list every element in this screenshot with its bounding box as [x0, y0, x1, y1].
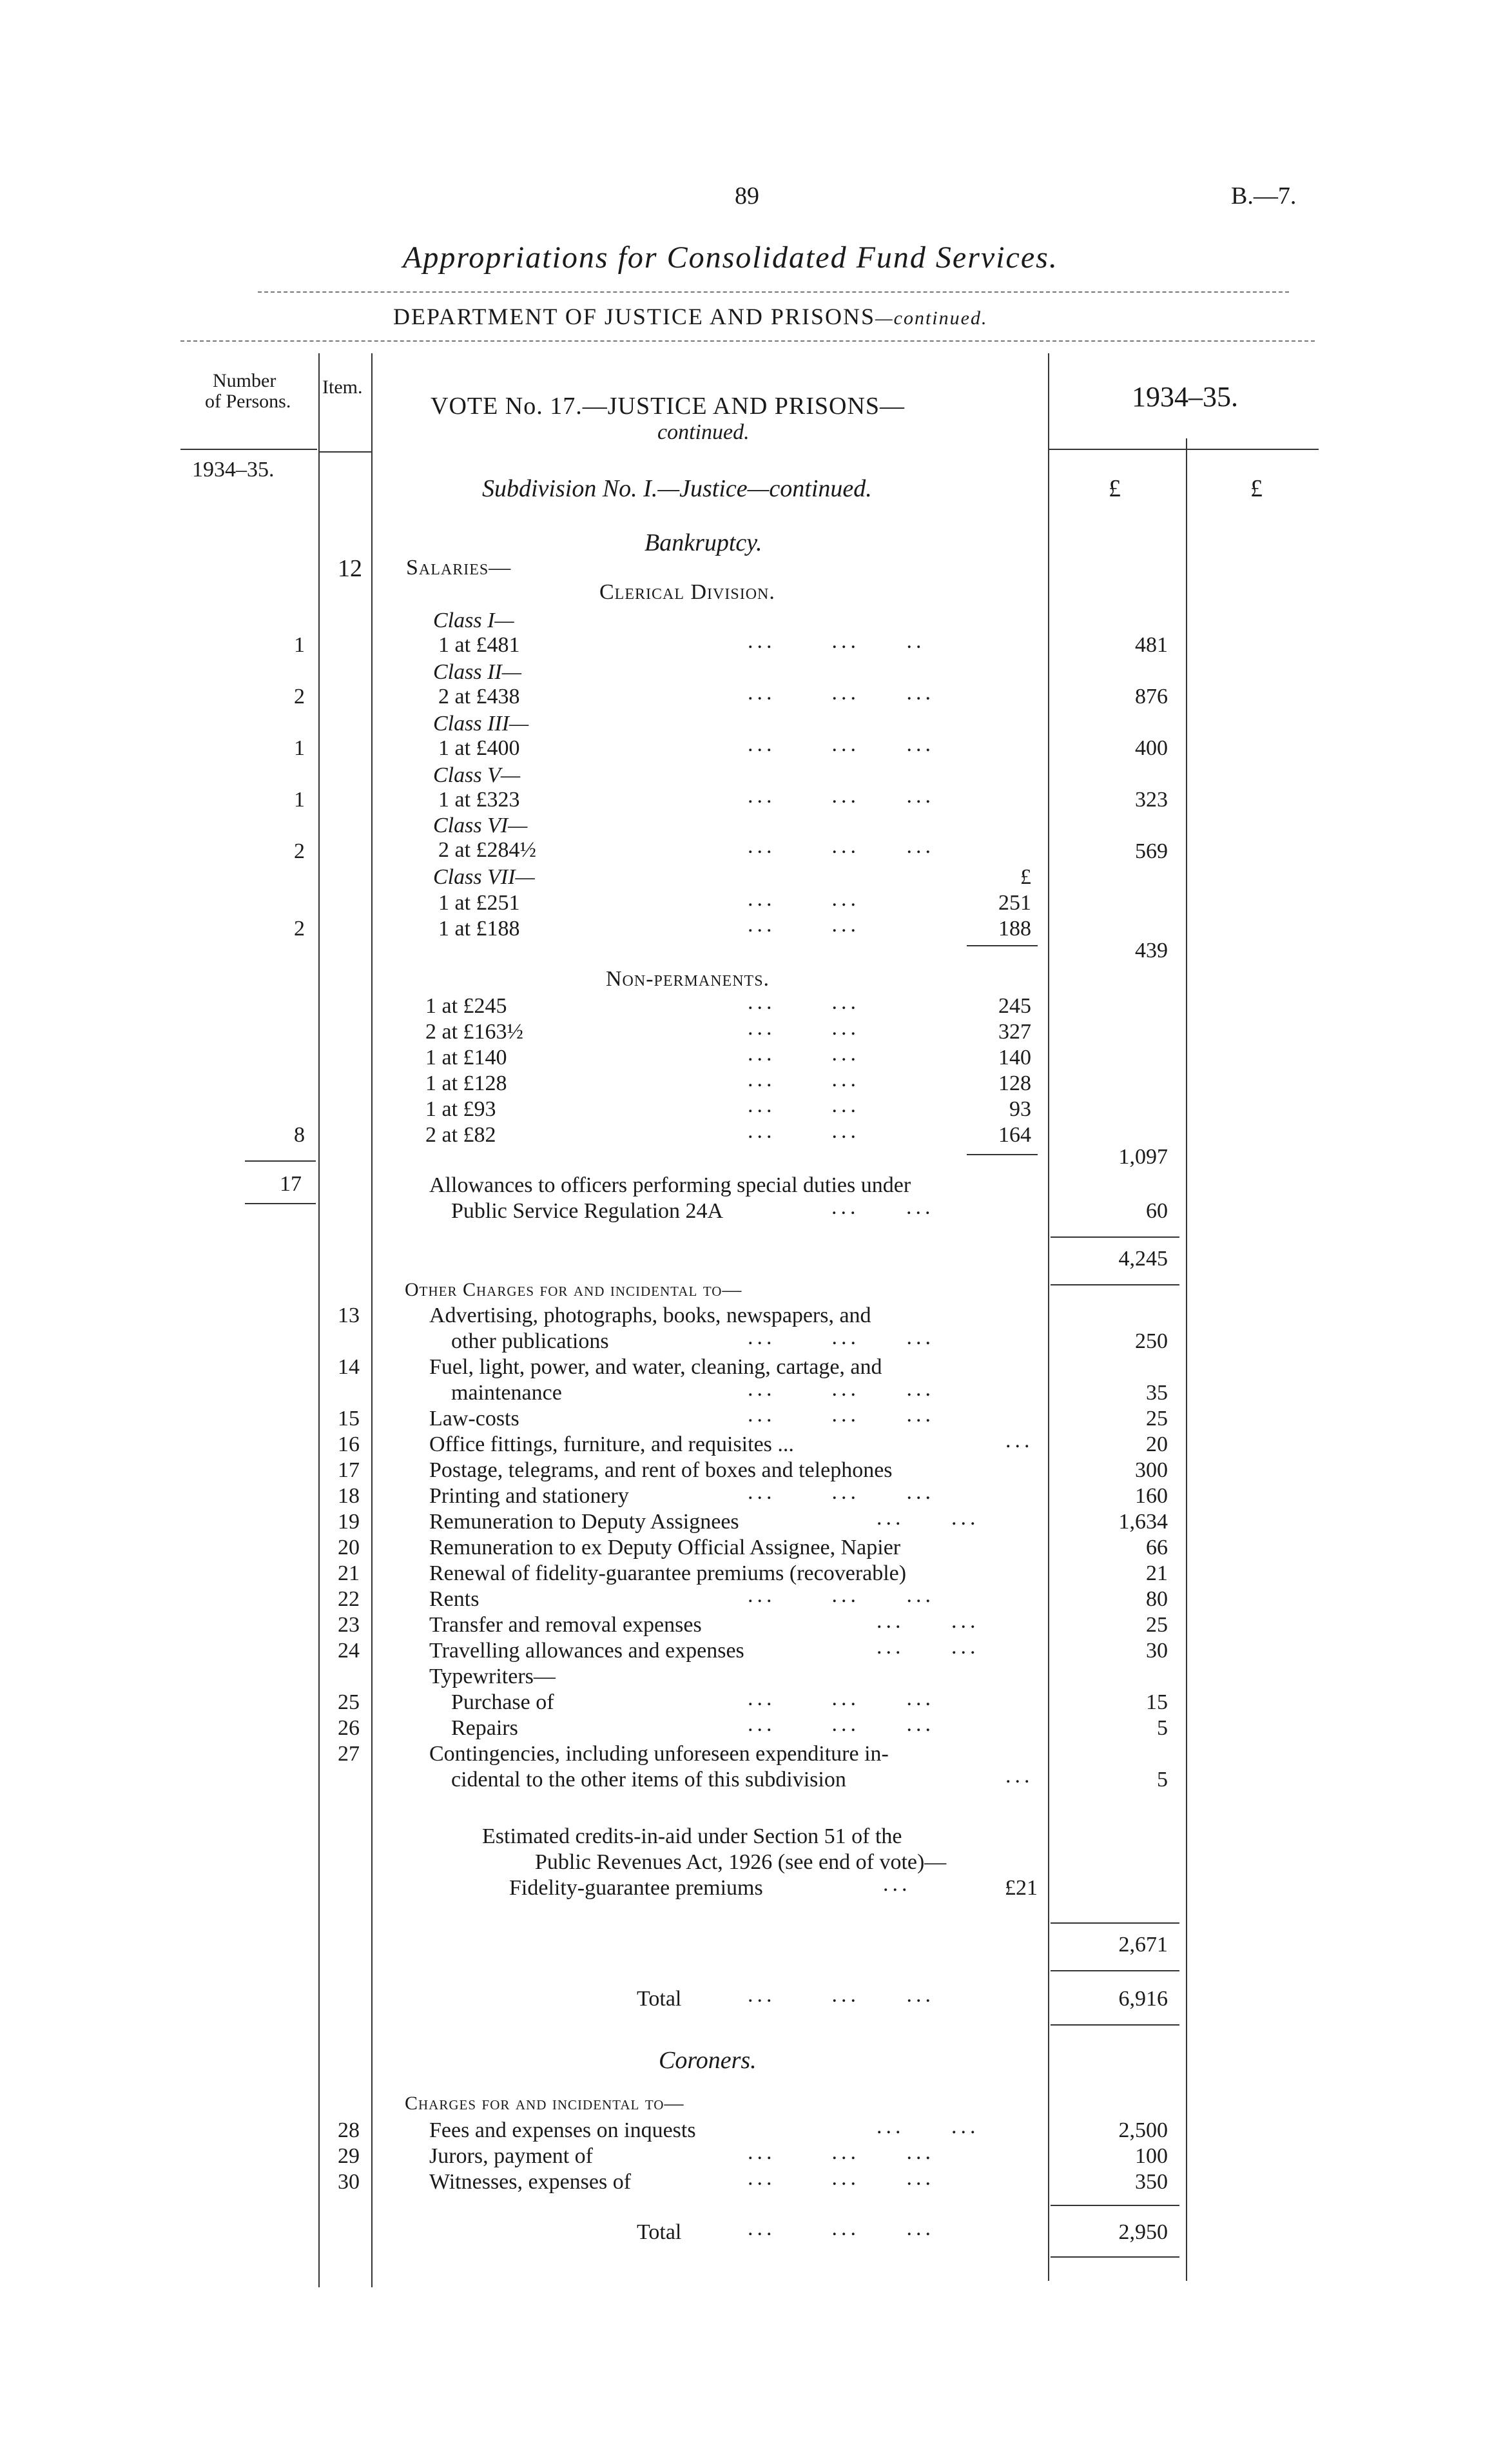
- class-total: 876: [1135, 685, 1168, 708]
- leader-dots: ... ...: [748, 1119, 860, 1143]
- other-charges-heading: Other Charges for and incidental to—: [405, 1279, 742, 1300]
- charge-description: Fees and expenses on inquests: [429, 2118, 696, 2142]
- total-rule: [1051, 2256, 1179, 2258]
- charge-amount: 2,500: [1118, 2118, 1168, 2142]
- subdivision-label: Subdivision No. I.—Justice—continued.: [482, 475, 872, 502]
- leader-dots: ...: [1005, 1764, 1034, 1788]
- credits-line1: Estimated credits-in-aid under Section 51 of the: [482, 1824, 902, 1848]
- charge-amount: 300: [1135, 1458, 1168, 1482]
- item-number: 15: [338, 1407, 360, 1431]
- charge-description: Advertising, photographs, books, newspapers, and: [429, 1304, 871, 1327]
- charge-description: Jurors, payment of: [429, 2144, 594, 2168]
- leader-dots: ... ...: [877, 1609, 980, 1633]
- item-header-rule: [318, 451, 371, 453]
- year-header: 1934–35.: [1132, 381, 1238, 413]
- department-continued: —continued.: [875, 308, 988, 329]
- total-label: Total: [637, 2220, 682, 2244]
- leader-dots: ... ...: [877, 2115, 980, 2138]
- typewriters-heading: Typewriters—: [429, 1665, 556, 1688]
- leader-dots: ... ... ...: [748, 1377, 935, 1401]
- leader-dots: ... ... ...: [748, 1403, 935, 1427]
- subtotal-rule: [967, 1154, 1038, 1155]
- charge-description: Renewal of fidelity-guarantee premiums (recoverable): [429, 1561, 907, 1585]
- class-total: 400: [1135, 736, 1168, 760]
- class-rate-line: 2 at £438: [438, 685, 520, 708]
- persons-year: 1934–35.: [192, 458, 275, 482]
- vote-heading: VOTE No. 17.—JUSTICE AND PRISONS—: [431, 393, 906, 420]
- class-rate-line: 2 at £284½: [438, 838, 537, 862]
- persons-header-rule: [180, 449, 317, 450]
- clerical-division-heading: Clerical Division.: [599, 580, 775, 604]
- bankruptcy-heading: Bankruptcy.: [645, 529, 762, 556]
- persons-count: 2: [294, 917, 305, 941]
- leader-dots: ... ... ...: [748, 1983, 935, 2007]
- department-heading: [393, 303, 987, 330]
- charge-description: Office fittings, furniture, and requisites ...: [429, 1432, 794, 1456]
- charge-amount: 66: [1146, 1536, 1168, 1559]
- persons-total-rule: [245, 1203, 316, 1204]
- item-number: 28: [338, 2118, 360, 2142]
- item-number: 29: [338, 2144, 360, 2168]
- persons-total-rule: [245, 1160, 316, 1162]
- class-total: 481: [1135, 633, 1168, 657]
- item-number: 30: [338, 2170, 360, 2194]
- charge-amount: 30: [1146, 1639, 1168, 1663]
- leader-dots: ... ...: [748, 1016, 860, 1040]
- item-number: 14: [338, 1355, 360, 1379]
- persons-column-divider: [318, 353, 320, 2287]
- charge-description-cont: cidental to the other items of this subdivision: [451, 1768, 846, 1792]
- item-number: 26: [338, 1716, 360, 1740]
- charge-description: Printing and stationery: [429, 1484, 629, 1508]
- line-amount: 188: [998, 917, 1031, 941]
- leader-dots: ... ...: [877, 1506, 980, 1530]
- charge-amount: 5: [1157, 1716, 1168, 1740]
- leader-dots: ... ...: [748, 887, 860, 911]
- leader-dots: ... ... ...: [748, 1712, 935, 1736]
- charge-amount: 25: [1146, 1613, 1168, 1637]
- charge-description: Witnesses, expenses of: [429, 2170, 632, 2194]
- charge-amount: 350: [1135, 2170, 1168, 2194]
- item-number: 18: [338, 1484, 360, 1508]
- charge-amount: 160: [1135, 1484, 1168, 1508]
- allowances-line2: Public Service Regulation 24A: [451, 1199, 724, 1223]
- line-amount: 128: [998, 1071, 1031, 1095]
- charge-amount: 80: [1146, 1587, 1168, 1611]
- persons-count: 8: [294, 1123, 305, 1147]
- persons-total: 17: [280, 1172, 302, 1196]
- leader-dots: ... ...: [748, 990, 860, 1014]
- class-rate-line: 1 at £188: [438, 917, 520, 941]
- nonperm-rate-line: 1 at £128: [425, 1071, 507, 1095]
- bankruptcy-total: 6,916: [1118, 1987, 1168, 2011]
- charge-description: Purchase of: [451, 1690, 554, 1714]
- class-label: Class II—: [433, 660, 521, 684]
- persons-count: 2: [294, 685, 305, 708]
- line-amount: 164: [998, 1123, 1031, 1147]
- persons-header-line1: Number: [213, 370, 276, 391]
- nonperm-rate-line: 1 at £245: [425, 994, 507, 1018]
- subdivision-heading: [482, 474, 872, 503]
- salaries-total: 4,245: [1118, 1247, 1168, 1271]
- leader-dots: ... ... ...: [748, 2166, 935, 2190]
- charge-description-cont: other publications: [451, 1329, 609, 1353]
- title-rule: [258, 291, 1289, 293]
- leader-dots: ... ... ...: [748, 2140, 935, 2164]
- item-header: Item.: [322, 376, 363, 398]
- year-header-rule: [1048, 449, 1319, 450]
- other-charges-total: 2,671: [1118, 1933, 1168, 1957]
- salaries-total-rule: [1051, 1284, 1179, 1285]
- leader-dots: ... ... ...: [748, 1325, 935, 1349]
- coroners-heading: Coroners.: [659, 2047, 757, 2074]
- leader-dots: ... ... ...: [748, 732, 935, 756]
- persons-header-line2: of Persons.: [205, 391, 291, 412]
- item-number: 17: [338, 1458, 360, 1482]
- line-amount: 327: [998, 1020, 1031, 1044]
- other-total-rule: [1051, 1922, 1179, 1924]
- nonperm-rate-line: 2 at £82: [425, 1123, 496, 1147]
- charge-amount: 5: [1157, 1768, 1168, 1792]
- leader-dots: ... ... ...: [748, 1686, 935, 1710]
- item-column-divider: [371, 353, 373, 2287]
- item-number: 23: [338, 1613, 360, 1637]
- line-amount: 140: [998, 1046, 1031, 1070]
- page-title: Appropriations for Consolidated Fund Services.: [403, 240, 1058, 275]
- class-label: Class III—: [433, 712, 529, 736]
- item-number: 27: [338, 1742, 360, 1766]
- leader-dots: ... ...: [748, 913, 860, 937]
- item-number: 13: [338, 1304, 360, 1327]
- vote-continued: continued.: [657, 420, 750, 444]
- class-label: Class I—: [433, 609, 514, 632]
- amount-column-divider: [1048, 353, 1049, 2281]
- charge-description: Transfer and removal expenses: [429, 1613, 702, 1637]
- total-rule: [1051, 2205, 1179, 2206]
- salaries-heading: Salaries—: [406, 556, 512, 580]
- department-name: DEPARTMENT OF JUSTICE AND PRISONS: [393, 304, 875, 329]
- pound-sign: £: [1020, 865, 1031, 889]
- credits-line2: Public Revenues Act, 1926 (see end of vote)—: [535, 1850, 947, 1874]
- class-label: Class VII—: [433, 865, 535, 889]
- item-number: 24: [338, 1639, 360, 1663]
- charge-description-cont: maintenance: [451, 1381, 562, 1405]
- charge-description: Law-costs: [429, 1407, 519, 1431]
- persons-count: 1: [294, 788, 305, 812]
- class-label: Class VI—: [433, 814, 528, 837]
- allowances-amount: 60: [1146, 1199, 1168, 1223]
- class-total: 439: [1135, 939, 1168, 962]
- line-amount: 93: [1009, 1097, 1031, 1121]
- leader-dots: ... ... ...: [748, 681, 935, 705]
- coroners-total: 2,950: [1118, 2220, 1168, 2244]
- allowances-line1: Allowances to officers performing special duties under: [429, 1173, 911, 1197]
- subtotal-rule: [967, 945, 1038, 946]
- item-number: 21: [338, 1561, 360, 1585]
- persons-count: 1: [294, 736, 305, 760]
- item-number: 22: [338, 1587, 360, 1611]
- persons-count: 1: [294, 633, 305, 657]
- leader-dots: ... ... ..: [748, 629, 926, 653]
- charge-description: Remuneration to Deputy Assignees: [429, 1510, 739, 1534]
- class-rate-line: 1 at £251: [438, 891, 520, 915]
- salaries-item-number: 12: [338, 555, 362, 582]
- item-number: 16: [338, 1432, 360, 1456]
- leader-dots: ... ...: [748, 1093, 860, 1117]
- leader-dots: ... ...: [877, 1635, 980, 1659]
- persons-count: 2: [294, 839, 305, 863]
- charge-amount: 1,634: [1118, 1510, 1168, 1534]
- leader-dots: ...: [883, 1872, 911, 1896]
- charge-amount: 35: [1146, 1381, 1168, 1405]
- charge-description: Rents: [429, 1587, 480, 1611]
- charge-description: Postage, telegrams, and rent of boxes and telephones: [429, 1458, 893, 1482]
- leader-dots: ... ...: [748, 1068, 860, 1091]
- item-number: 20: [338, 1536, 360, 1559]
- nonperm-total: 1,097: [1118, 1145, 1168, 1169]
- nonperm-rate-line: 1 at £93: [425, 1097, 496, 1121]
- class-rate-line: 1 at £400: [438, 736, 520, 760]
- class-label: Class V—: [433, 763, 521, 787]
- charge-amount: 25: [1146, 1407, 1168, 1431]
- leader-dots: ... ... ...: [748, 1583, 935, 1607]
- leader-dots: ... ... ...: [748, 1480, 935, 1504]
- leader-dots: ... ... ...: [748, 834, 935, 858]
- class-total: 323: [1135, 788, 1168, 812]
- pound-sign-1: £: [1109, 475, 1121, 502]
- charge-description: Repairs: [451, 1716, 518, 1740]
- charge-amount: 15: [1146, 1690, 1168, 1714]
- total-rule: [1051, 2024, 1179, 2026]
- charge-description: Travelling allowances and expenses: [429, 1639, 744, 1663]
- charge-description: Contingencies, including unforeseen expenditure in-: [429, 1742, 889, 1766]
- document-reference: B.—7.: [1231, 182, 1297, 210]
- credits-line3: Fidelity-guarantee premiums: [509, 1876, 763, 1900]
- total-label: Total: [637, 1987, 682, 2011]
- charge-description: Remuneration to ex Deputy Official Assignee, Napier: [429, 1536, 901, 1559]
- item-number: 25: [338, 1690, 360, 1714]
- charge-amount: 20: [1146, 1432, 1168, 1456]
- page-number: 89: [735, 182, 759, 210]
- line-amount: 245: [998, 994, 1031, 1018]
- leader-dots: ... ... ...: [748, 784, 935, 808]
- credits-amount: £21: [1005, 1876, 1038, 1900]
- leader-dots: ... ... ...: [748, 2216, 935, 2240]
- line-amount: 251: [998, 891, 1031, 915]
- header-rule: [180, 340, 1315, 342]
- charge-amount: 250: [1135, 1329, 1168, 1353]
- charge-amount: 21: [1146, 1561, 1168, 1585]
- leader-dots: ...: [1005, 1429, 1034, 1452]
- class-rate-line: 1 at £323: [438, 788, 520, 812]
- nonperm-rate-line: 1 at £140: [425, 1046, 507, 1070]
- coroners-charges-heading: Charges for and incidental to—: [405, 2093, 684, 2114]
- nonpermanents-heading: Non-permanents.: [606, 967, 770, 991]
- nonperm-rate-line: 2 at £163½: [425, 1020, 524, 1044]
- charge-amount: 100: [1135, 2144, 1168, 2168]
- salaries-total-rule: [1051, 1236, 1179, 1238]
- leader-dots: ... ...: [748, 1042, 860, 1066]
- leader-dots: ... ...: [831, 1195, 935, 1219]
- subtotal-column-divider: [1186, 438, 1187, 2281]
- class-total: 569: [1135, 839, 1168, 863]
- total-rule: [1051, 1970, 1179, 1971]
- charge-description: Fuel, light, power, and water, cleaning, cartage, and: [429, 1355, 882, 1379]
- item-number: 19: [338, 1510, 360, 1534]
- class-rate-line: 1 at £481: [438, 633, 520, 657]
- pound-sign-2: £: [1250, 475, 1263, 502]
